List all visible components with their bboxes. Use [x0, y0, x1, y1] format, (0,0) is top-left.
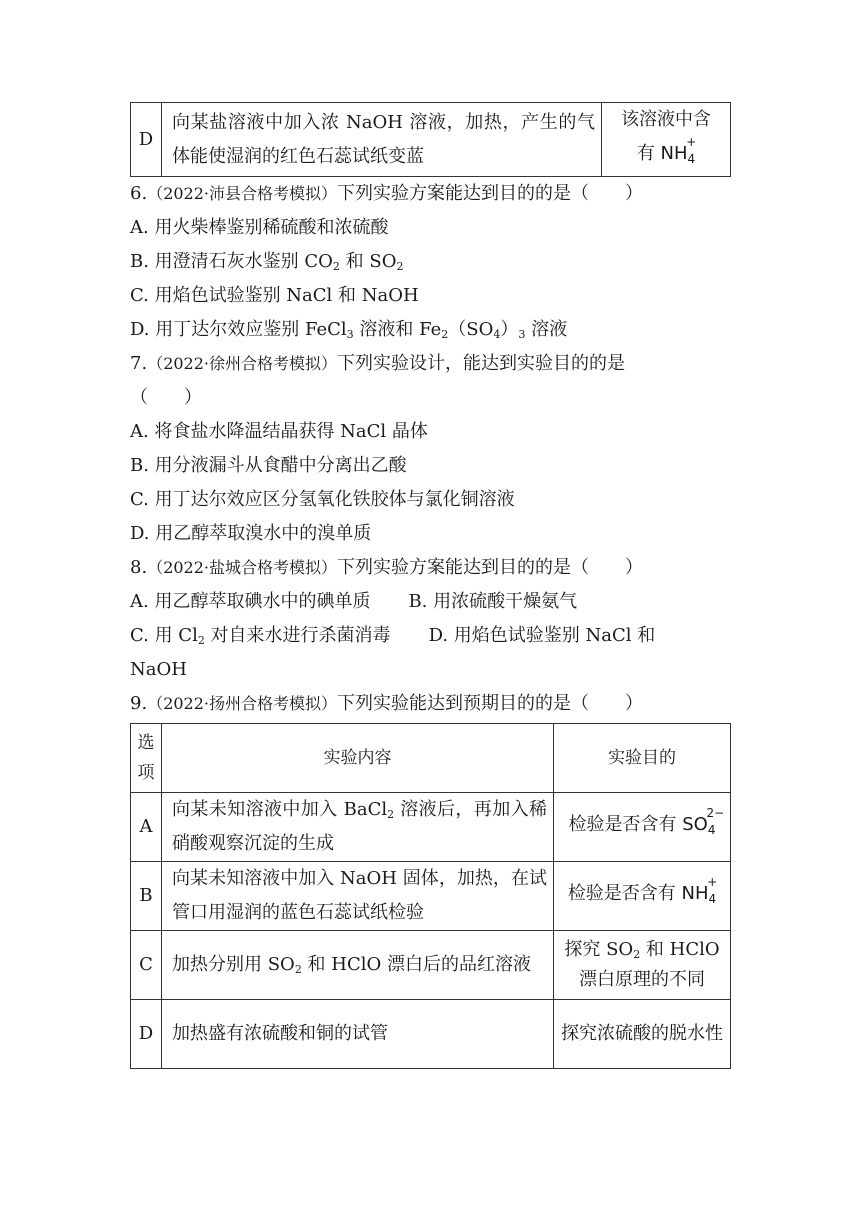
row-goal: 检验是否含有 $SO_4$ 2−: [554, 793, 731, 862]
conclusion-line-1: 该溶液中含: [621, 109, 711, 130]
question-source: （2022·沛县合格考模拟）: [147, 184, 337, 203]
conclusion-line-2: 有 $NH_4$ +: [602, 137, 730, 176]
q7-option-c: C. 用丁达尔效应区分氢氧化铁胶体与氯化铜溶液: [130, 489, 515, 510]
row-content: 向某未知溶液中加入 NaOH 固体，加热，在试管口用湿润的蓝色石蕊试纸检验: [162, 862, 554, 931]
row-content: 加热分别用 $SO_2$ 和 HClO 漂白后的品红溶液: [162, 931, 554, 1000]
row-label: A: [131, 793, 162, 862]
q8-option-d: D. 用焰色试验鉴别 NaCl 和: [428, 625, 656, 646]
row-goal: 探究 $SO_2$ 和 HClO 漂白原理的不同: [554, 931, 731, 1000]
q8-option-a: A. 用乙醇萃取碘水中的碘单质: [130, 591, 371, 612]
ammonium-ion: $NH_4$ +: [681, 874, 718, 906]
q8-options-cd: [130, 619, 730, 653]
q8-option-b: B. 用浓硫酸干燥氨气: [408, 591, 578, 612]
question-source: （2022·盐城合格考模拟）: [147, 558, 337, 577]
q8-option-c: C. 用 $Cl_2$ 对自来水进行杀菌消毒: [130, 625, 391, 647]
question-source: （2022·徐州合格考模拟）: [147, 354, 337, 373]
q6-option-a: A. 用火柴棒鉴别稀硫酸和浓硫酸: [130, 217, 389, 238]
row-label: D: [131, 103, 162, 177]
row-content: 向某未知溶液中加入 BaCl$_2$ 溶液后，再加入稀硝酸观察沉淀的生成: [162, 793, 554, 862]
row-content: 加热盛有浓硫酸和铜的试管: [162, 1000, 554, 1069]
question-source: （2022·扬州合格考模拟）: [147, 694, 337, 713]
ammonium-ion: $NH_4$ +: [660, 135, 697, 166]
header-goal: 实验目的: [554, 724, 731, 793]
question-9-stem: 9.（2022·扬州合格考模拟）下列实验能达到预期目的的是（ ）: [130, 693, 643, 714]
row-content: 向某盐溶液中加入浓 NaOH 溶液，加热，产生的气体能使湿润的红色石蕊试纸变蓝: [162, 103, 602, 177]
table-header-row: [131, 724, 731, 793]
row-goal: 探究浓硫酸的脱水性: [554, 1000, 731, 1069]
document-page: [130, 102, 730, 1069]
sulfate-ion: $SO_4$ 2−: [682, 805, 725, 837]
table-row: [131, 793, 731, 862]
q6-option-d: D. 用丁达尔效应鉴别 FeCl$_3$ 溶液和 $Fe_2(SO_4)_3$ 溶液: [130, 319, 568, 341]
question-7-stem: 7.（2022·徐州合格考模拟）下列实验设计，能达到实验目的的是: [130, 353, 625, 374]
q8-options-ab: [130, 585, 730, 619]
row-label: C: [131, 931, 162, 1000]
row-conclusion: [602, 103, 731, 177]
header-content: 实验内容: [162, 724, 554, 793]
row-goal: 检验是否含有 $NH_4$ +: [554, 862, 731, 931]
q7-option-d: D. 用乙醇萃取溴水中的溴单质: [130, 523, 372, 544]
question-7-paren: （ ）: [130, 387, 202, 408]
table-row: [131, 103, 731, 177]
table-row: [131, 931, 731, 1000]
table-row: [131, 862, 731, 931]
row-label: B: [131, 862, 162, 931]
top-table: [130, 102, 731, 177]
table-row: [131, 1000, 731, 1069]
header-option: 选 项: [131, 724, 162, 793]
q9-table: [130, 723, 731, 1069]
q8-option-d-cont: NaOH: [130, 659, 187, 680]
q7-option-a: A. 将食盐水降温结晶获得 NaCl 晶体: [130, 421, 428, 442]
question-8-stem: 8.（2022·盐城合格考模拟）下列实验方案能达到目的的是（ ）: [130, 557, 643, 578]
q7-option-b: B. 用分液漏斗从食醋中分离出乙酸: [130, 455, 407, 476]
row-label: D: [131, 1000, 162, 1069]
question-6-stem: 6.（2022·沛县合格考模拟）下列实验方案能达到目的的是（ ）: [130, 183, 643, 204]
q6-option-c: C. 用焰色试验鉴别 NaCl 和 NaOH: [130, 285, 419, 306]
q6-option-b: B. 用澄清石灰水鉴别 $CO_2$ 和 $SO_2$: [130, 251, 404, 273]
